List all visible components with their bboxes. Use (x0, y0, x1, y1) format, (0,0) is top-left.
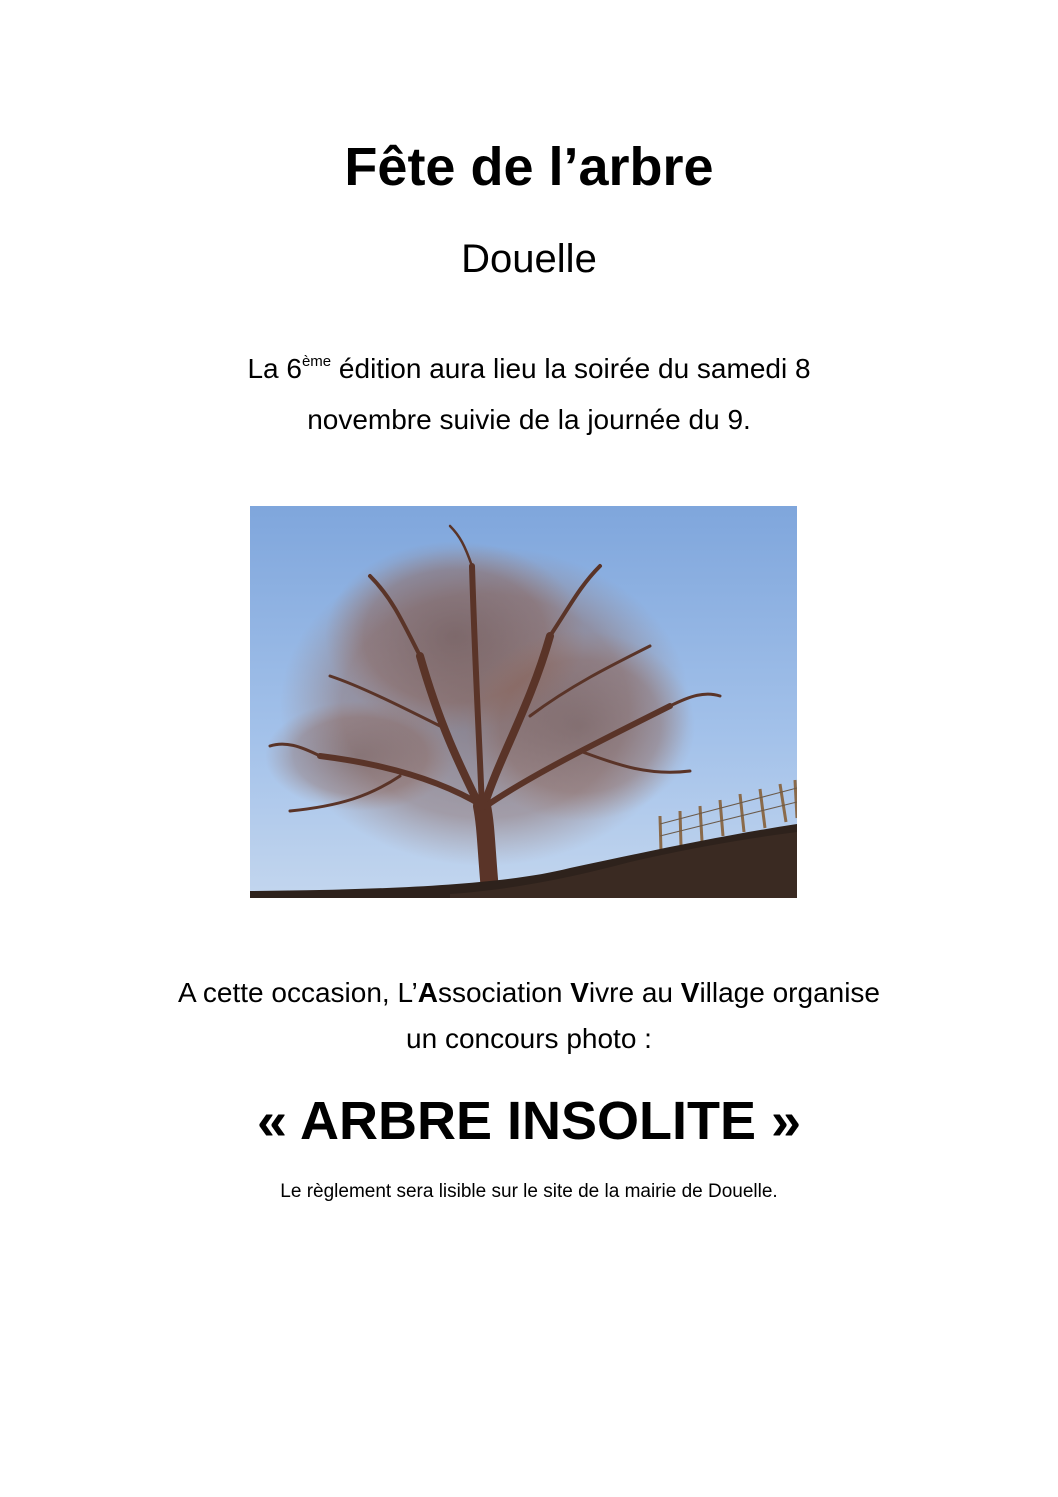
edition-superscript: ème (301, 353, 332, 370)
association-initial-v2: V (680, 977, 700, 1008)
edition-prefix: La 6 (247, 353, 302, 384)
edition-line-1-rest: édition aura lieu la soirée du samedi 8 (331, 353, 811, 384)
tree-photo-image (250, 506, 797, 898)
edition-line-2: novembre suivie de la journée du 9. (307, 404, 751, 435)
association-text-2: ssociation (437, 977, 571, 1008)
poster-title: Fête de l’arbre (344, 137, 714, 197)
edition-announcement (0, 346, 1058, 443)
contest-name: « ARBRE INSOLITE » (256, 1091, 802, 1151)
association-text-3: ivre au (588, 977, 681, 1008)
poster-location: Douelle (461, 237, 597, 281)
tree-photo (250, 506, 797, 898)
association-announcement (0, 970, 1058, 1062)
association-initial-v1: V (570, 977, 589, 1008)
rules-note: Le règlement sera lisible sur le site de la mairie de Douelle. (280, 1181, 778, 1202)
association-line-1 (0, 970, 1058, 1016)
association-line-2: un concours photo : (406, 1023, 652, 1054)
association-text-4: illage organise (699, 977, 881, 1008)
association-initial-a: A (417, 977, 438, 1008)
association-text-1: A cette occasion, L’ (177, 977, 418, 1008)
edition-line-1 (0, 346, 1058, 397)
